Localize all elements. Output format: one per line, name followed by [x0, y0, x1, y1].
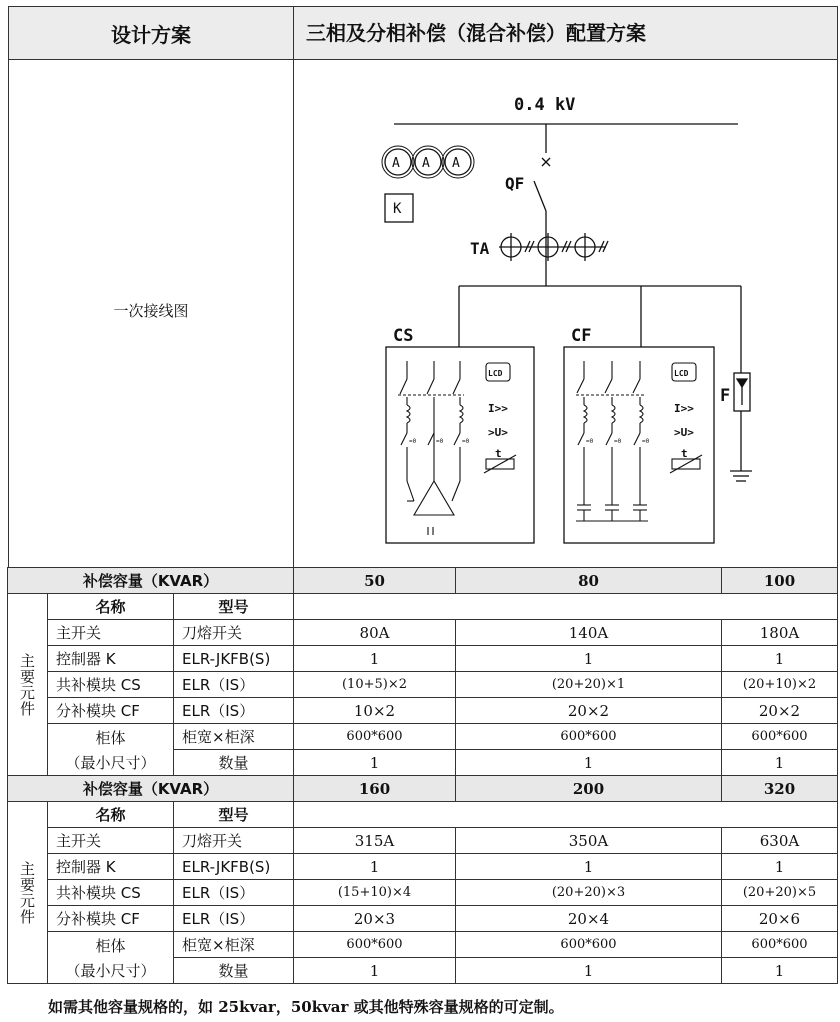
row-value-3: 180A — [721, 619, 838, 646]
row-model: 柜宽×柜深 — [173, 931, 294, 958]
controller-letter: K — [393, 201, 402, 217]
row-model: ELR（IS） — [173, 879, 294, 906]
single-line-diagram — [294, 61, 837, 567]
row-name: 控制器 K — [47, 853, 174, 880]
footnote: 如需其他容量规格的，如 25kvar，50kvar 或其他特殊容量规格的可定制。 — [48, 998, 564, 1016]
col-header-name: 名称 — [47, 801, 174, 828]
qf-label: QF — [505, 174, 525, 193]
row-value-2: 1 — [455, 957, 722, 984]
row-value-1: (10+5)×2 — [293, 671, 456, 698]
cf-switch-mark-1: =0 — [586, 438, 594, 445]
row-name: 柜体 — [47, 931, 174, 958]
cs-switch-mark-2: =0 — [436, 438, 444, 445]
header-divider — [293, 6, 294, 60]
row-value-3: 630A — [721, 827, 838, 854]
cf-module-box — [564, 347, 714, 543]
col-header-name: 名称 — [47, 593, 174, 620]
row-value-1: 1 — [293, 645, 456, 672]
f-label: F — [720, 386, 731, 406]
row-name: 主开关 — [47, 827, 174, 854]
row-value-2: 600*600 — [455, 723, 722, 750]
row-value-1: (15+10)×4 — [293, 879, 456, 906]
header-config-title: 三相及分相补偿（混合补偿）配置方案 — [306, 21, 646, 45]
row-name: （最小尺寸） — [47, 957, 174, 984]
row-value-2: 140A — [455, 619, 722, 646]
row-value-3: 1 — [721, 853, 838, 880]
cs-switch-mark-3: =0 — [462, 438, 470, 445]
cs-lcd-text: LCD — [488, 369, 503, 378]
diagram-row-label: 一次接线图 — [113, 301, 189, 320]
row-value-1: 315A — [293, 827, 456, 854]
row-model: ELR（IS） — [173, 697, 294, 724]
cf-lcd-text: LCD — [674, 369, 689, 378]
row-name: 主开关 — [47, 619, 174, 646]
row-value-2: 600*600 — [455, 931, 722, 958]
row-value-1: 600*600 — [293, 931, 456, 958]
cf-switch-mark-2: =0 — [614, 438, 622, 445]
cf-label: CF — [571, 326, 592, 346]
row-model: 数量 — [173, 749, 294, 776]
row-name: 共补模块 CS — [47, 879, 174, 906]
cs-current-prot: I>> — [488, 402, 508, 415]
row-value-1: 600*600 — [293, 723, 456, 750]
row-value-3: (20+20)×5 — [721, 879, 838, 906]
row-value-3: (20+10)×2 — [721, 671, 838, 698]
cs-internals — [398, 361, 464, 535]
row-value-2: 20×2 — [455, 697, 722, 724]
row-value-3: 600*600 — [721, 723, 838, 750]
row-model: 刀熔开关 — [173, 619, 294, 646]
capacity-value-2: 80 — [455, 567, 722, 594]
row-value-2: (20+20)×3 — [455, 879, 722, 906]
cs-temp-label: t — [495, 447, 502, 460]
capacity-value-1: 160 — [293, 775, 456, 802]
cs-voltage-prot: >U> — [488, 426, 508, 439]
col-header-empty — [293, 593, 838, 620]
cs-switch-mark-1: =0 — [409, 438, 417, 445]
header-design-scheme: 设计方案 — [111, 22, 191, 47]
row-value-1: 1 — [293, 749, 456, 776]
row-model: 数量 — [173, 957, 294, 984]
row-model: ELR（IS） — [173, 905, 294, 932]
row-model: 柜宽×柜深 — [173, 723, 294, 750]
row-value-2: 1 — [455, 749, 722, 776]
cf-switch-mark-3: =0 — [642, 438, 650, 445]
row-name: （最小尺寸） — [47, 749, 174, 776]
row-value-3: 1 — [721, 749, 838, 776]
row-value-2: 20×4 — [455, 905, 722, 932]
row-value-3: 1 — [721, 957, 838, 984]
row-value-3: 20×2 — [721, 697, 838, 724]
cf-temp-label: t — [681, 447, 688, 460]
meter-letter-2: A — [422, 156, 430, 171]
col-header-model: 型号 — [173, 801, 294, 828]
ta-label: TA — [470, 239, 490, 258]
voltage-label: 0.4 kV — [514, 95, 576, 115]
capacity-value-3: 100 — [721, 567, 838, 594]
components-side-label: 主要元件 — [7, 801, 48, 984]
row-value-2: 1 — [455, 645, 722, 672]
row-value-1: 1 — [293, 853, 456, 880]
col-header-model: 型号 — [173, 593, 294, 620]
meter-letter-1: A — [392, 156, 400, 171]
row-model: ELR-JKFB(S) — [173, 645, 294, 672]
row-value-1: 20×3 — [293, 905, 456, 932]
capacity-value-2: 200 — [455, 775, 722, 802]
row-value-1: 1 — [293, 957, 456, 984]
row-model: ELR（IS） — [173, 671, 294, 698]
row-value-3: 600*600 — [721, 931, 838, 958]
cf-current-prot: I>> — [674, 402, 694, 415]
col-header-empty — [293, 801, 838, 828]
cf-voltage-prot: >U> — [674, 426, 694, 439]
row-name: 分补模块 CF — [47, 697, 174, 724]
capacity-value-3: 320 — [721, 775, 838, 802]
capacity-label: 补偿容量（KVAR） — [7, 567, 294, 594]
delta-capacitor — [414, 481, 454, 515]
row-name: 分补模块 CF — [47, 905, 174, 932]
row-value-1: 10×2 — [293, 697, 456, 724]
meter-letter-3: A — [452, 156, 460, 171]
qf-switch-blade — [534, 181, 546, 211]
components-side-label: 主要元件 — [7, 593, 48, 776]
capacity-label: 补偿容量（KVAR） — [7, 775, 294, 802]
row-value-2: 350A — [455, 827, 722, 854]
row-value-3: 20×6 — [721, 905, 838, 932]
row-value-1: 80A — [293, 619, 456, 646]
row-name: 控制器 K — [47, 645, 174, 672]
row-model: ELR-JKFB(S) — [173, 853, 294, 880]
row-value-2: 1 — [455, 853, 722, 880]
row-name: 共补模块 CS — [47, 671, 174, 698]
cs-label: CS — [393, 326, 414, 346]
row-value-2: (20+20)×1 — [455, 671, 722, 698]
row-model: 刀熔开关 — [173, 827, 294, 854]
capacity-value-1: 50 — [293, 567, 456, 594]
row-value-3: 1 — [721, 645, 838, 672]
row-name: 柜体 — [47, 723, 174, 750]
